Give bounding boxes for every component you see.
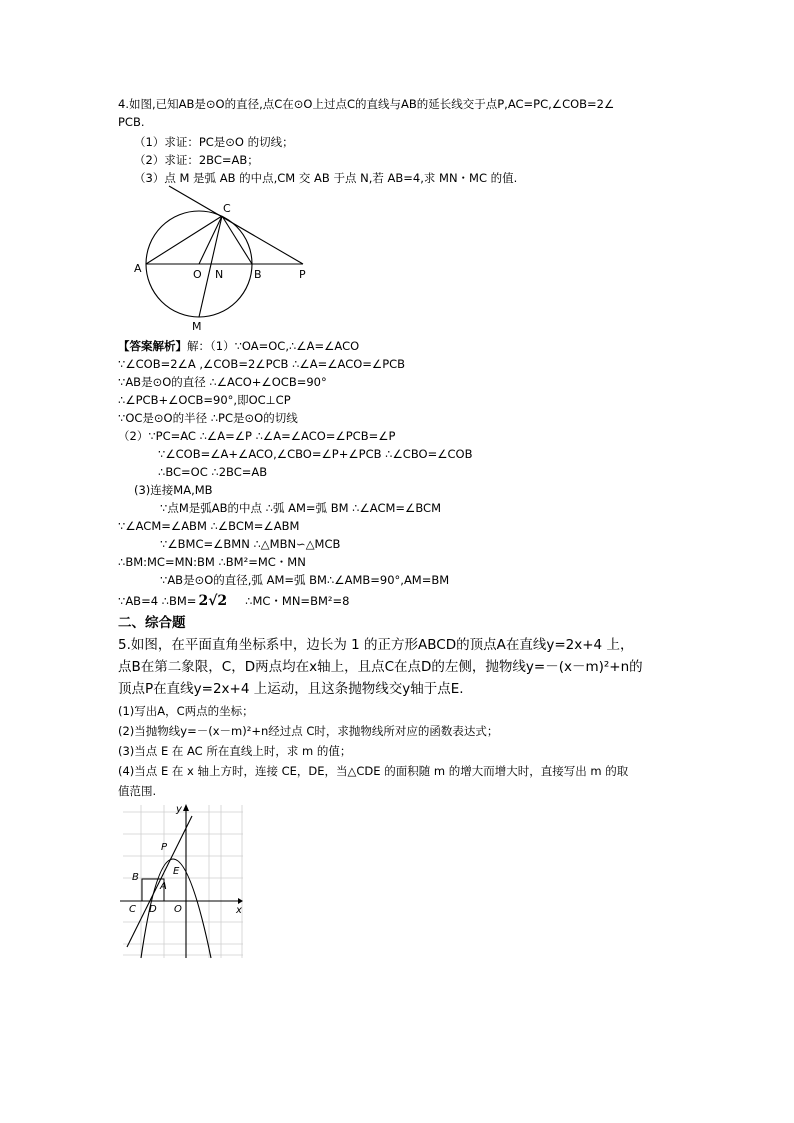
label-d: D xyxy=(149,904,157,915)
answer-text15a: ∵AB=4 ∴BM= xyxy=(118,594,197,608)
problem4-question2: （2）求证：2BC=AB； xyxy=(134,153,259,167)
answer-line3: ∵AB是⊙O的直径 ∴∠ACO+∠OCB=90° xyxy=(118,375,327,389)
problem5-question2: (2)当抛物线y=－(x－m)²+n经过点 C时，求抛物线所对应的函数表达式； xyxy=(118,724,499,738)
problem5-question4-line1: (4)当点 E 在 x 轴上方时，连接 CE，DE，当△CDE 的面积随 m 的增大而增大时，直接写出 m 的取 xyxy=(118,764,629,778)
label-o: O xyxy=(193,268,202,281)
answer-line8: ∴BC=OC ∴2BC=AB xyxy=(158,465,268,479)
label-a: A xyxy=(160,881,167,892)
tangent-line-pc xyxy=(169,186,303,264)
chord-cm xyxy=(199,216,222,317)
grid xyxy=(123,805,243,958)
problem4-question1: （1）求证：PC是⊙O 的切线； xyxy=(134,135,294,149)
answer-line6: （2）∵PC=AC ∴∠A=∠P ∴∠A=∠ACO=∠PCB=∠P xyxy=(118,429,396,443)
answer-line14: ∵AB是⊙O的直径,弧 AM=弧 BM∴∠AMB=90°,AM=BM xyxy=(160,573,450,587)
answer-line10: ∵点M是弧AB的中点 ∴弧 AM=弧 BM ∴∠ACM=∠BCM xyxy=(160,501,441,515)
label-b: B xyxy=(132,872,139,883)
answer-text15c: ∴MC・MN=BM²=8 xyxy=(245,594,350,608)
problem4-stem-line1: 4.如图,已知AB是⊙O的直径,点C在⊙O上过点C的直线与AB的延长线交于点P,AC=PC,∠COB=2∠ xyxy=(118,97,615,111)
section2-title: 二、综合题 xyxy=(118,615,186,631)
label-p: P xyxy=(299,268,306,281)
answer-line15 xyxy=(118,593,349,609)
label-e: E xyxy=(173,866,180,877)
answer-tag: 【答案解析】 xyxy=(118,339,187,353)
problem5-stem-line2: 点B在第二象限，C，D两点均在x轴上，且点C在点D的左侧，抛物线y=－(x－m)²+n的 xyxy=(118,659,643,675)
problem5-question3: (3)当点 E 在 AC 所在直线上时，求 m 的值； xyxy=(118,744,352,758)
problem5-stem-line3: 顶点P在直线y=2x+4 上运动，且这条抛物线交y轴于点E. xyxy=(118,681,464,697)
label-m: M xyxy=(192,320,202,332)
label-c: C xyxy=(129,904,136,915)
chord-cb xyxy=(222,216,252,264)
answer-line1 xyxy=(118,338,359,354)
label-n: N xyxy=(215,268,224,281)
problem5-stem-line1: 5.如图，在平面直角坐标系中，边长为 1 的正方形ABCD的顶点A在直线y=2x+4 上， xyxy=(118,637,634,653)
coordinate-parabola-figure xyxy=(118,800,248,960)
label-y: y xyxy=(176,804,182,815)
label-p: P xyxy=(161,842,168,853)
label-o: O xyxy=(174,904,182,915)
answer-line7: ∵∠COB=∠A+∠ACO,∠CBO=∠P+∠PCB ∴∠CBO=∠COB xyxy=(158,447,473,461)
label-a: A xyxy=(134,262,142,275)
y-axis-arrow xyxy=(183,804,189,811)
answer-line4: ∴∠PCB+∠OCB=90°,即OC⊥CP xyxy=(118,393,291,407)
label-b: B xyxy=(254,268,262,281)
circle-tangent-figure xyxy=(125,182,325,332)
answer-line11: ∵∠ACM=∠ABM ∴∠BCM=∠ABM xyxy=(118,519,300,533)
answer-line2: ∵∠COB=2∠A ,∠COB=2∠PCB ∴∠A=∠ACO=∠PCB xyxy=(118,357,406,371)
label-x: x xyxy=(236,905,242,916)
problem5-question4-line2: 值范围. xyxy=(118,784,157,798)
problem4-stem-line2: PCB. xyxy=(118,115,145,129)
problem5-question1: (1)写出A，C两点的坐标； xyxy=(118,704,254,718)
answer-line5: ∵OC是⊙O的半径 ∴PC是⊙O的切线 xyxy=(118,411,298,425)
label-c: C xyxy=(223,202,231,215)
answer-line9: (3)连接MA,MB xyxy=(134,483,213,497)
answer-line13: ∴BM:MC=MN:BM ∴BM²=MC・MN xyxy=(118,555,306,569)
answer-line12: ∵∠BMC=∠BMN ∴△MBN∽△MCB xyxy=(160,537,341,551)
problem4-question3: （3）点 M 是弧 AB 的中点,CM 交 AB 于点 N,若 AB=4,求 MN・MC 的值. xyxy=(134,171,518,185)
answer-bm-value: 2√2 xyxy=(198,593,228,609)
answer-text1: 解：（1）∵OA=OC,∴∠A=∠ACO xyxy=(187,339,360,353)
